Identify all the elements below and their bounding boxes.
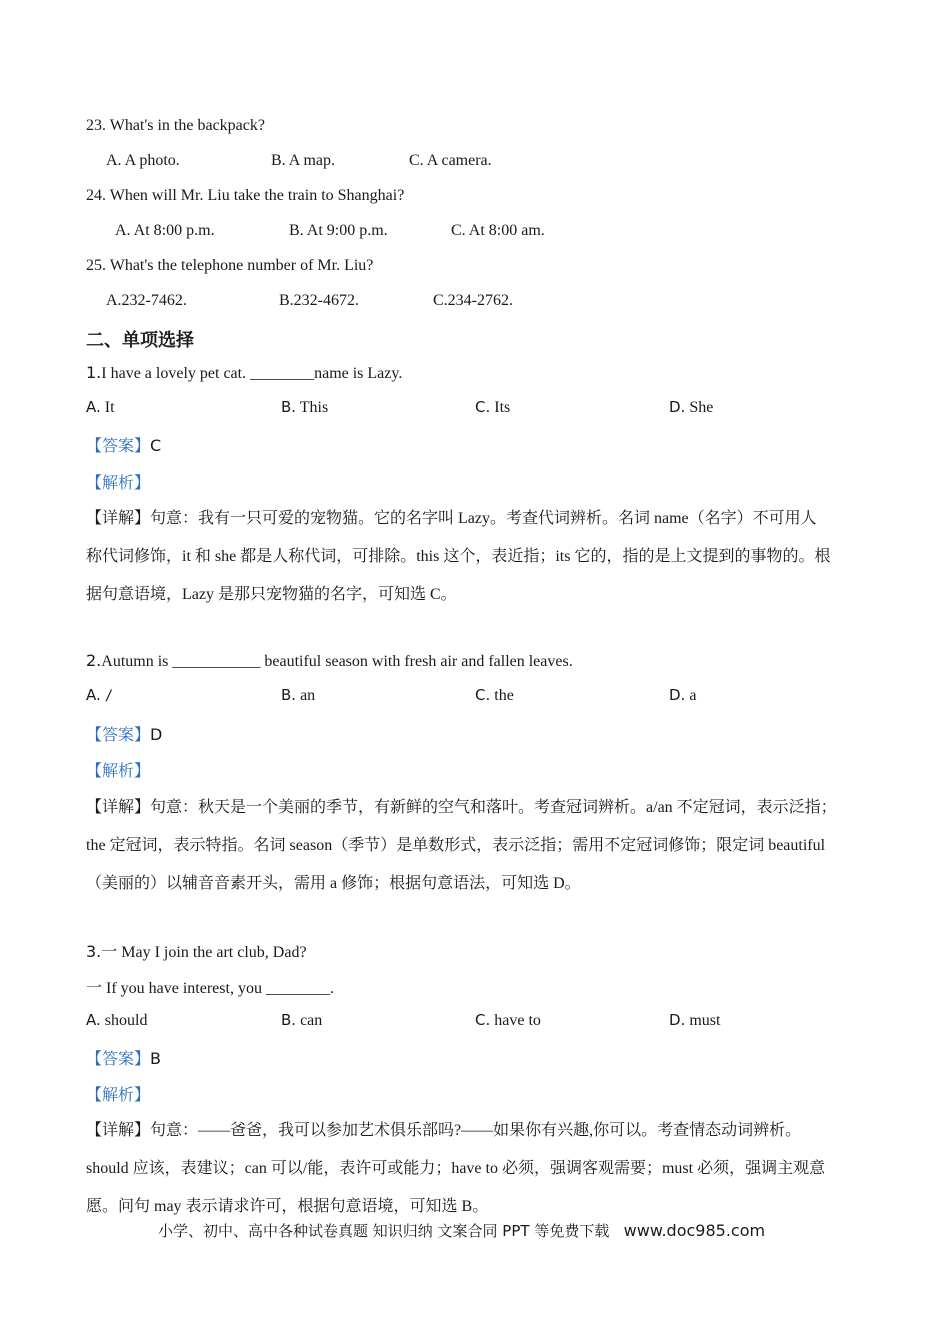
detail-tag: 【详解】 — [86, 510, 151, 527]
answer-tag: 【答案】 — [86, 727, 151, 744]
item-3-option-c — [475, 1011, 541, 1030]
option-letter: B. — [281, 398, 297, 416]
option-letter: D. — [669, 398, 686, 416]
item-3-analysis-tag: 【解析】 — [86, 1087, 151, 1104]
detail-text: 句意：秋天是一个美丽的季节，有新鲜的空气和落叶。考查冠词辨析。a/an 不定冠词，表示泛指； — [150, 799, 837, 816]
item-3-answer — [86, 1046, 161, 1069]
option-letter: B. — [281, 1011, 297, 1029]
option-text: This — [299, 399, 329, 416]
footer — [158, 1220, 765, 1241]
item-1-detail-line-3: 据句意语境，Lazy 是那只宠物猫的名字，可知选 C。 — [86, 586, 457, 603]
item-1-option-b — [281, 398, 328, 417]
option-25-b: B.232-4672. — [279, 292, 359, 309]
item-3-detail-line-1 — [86, 1117, 801, 1140]
item-3-number: 3. — [86, 942, 102, 961]
option-text: Its — [494, 399, 511, 416]
option-24-a: A. At 8:00 p.m. — [115, 222, 215, 239]
answer-value: B — [150, 1049, 161, 1068]
option-text: should — [104, 1012, 148, 1029]
detail-tag: 【详解】 — [86, 1122, 151, 1139]
item-1-analysis-tag: 【解析】 — [86, 475, 151, 492]
option-24-b: B. At 9:00 p.m. — [289, 222, 388, 239]
item-1-option-a — [86, 398, 115, 417]
item-2-detail-line-1 — [86, 794, 837, 817]
answer-value: C — [150, 436, 162, 455]
option-25-a: A.232-7462. — [106, 292, 187, 309]
item-3-detail-line-3: 愿。问句 may 表示请求许可，根据句意语境，可知选 B。 — [86, 1198, 489, 1215]
item-2-stem — [86, 651, 573, 671]
item-2-number: 2. — [86, 651, 102, 670]
item-2-answer — [86, 722, 162, 745]
option-letter: C. — [475, 686, 491, 704]
item-3-detail-line-2: should 应该，表建议；can 可以/能，表许可或能力；have to 必须，强调客观需要；must 必须，强调主观意 — [86, 1160, 826, 1177]
option-text: must — [689, 1012, 721, 1029]
item-3-option-d — [669, 1011, 720, 1030]
option-23-a: A. A photo. — [106, 152, 180, 169]
option-text: It — [104, 399, 115, 416]
item-1-answer — [86, 433, 161, 456]
question-24: 24. When will Mr. Liu take the train to Shanghai? — [86, 187, 405, 204]
item-2-stem-text: Autumn is ___________ beautiful season with fresh air and fallen leaves. — [101, 653, 573, 670]
item-1-number: 1. — [86, 363, 102, 382]
answer-tag: 【答案】 — [86, 438, 151, 455]
option-letter: A. — [86, 398, 101, 416]
detail-text: 句意：我有一只可爱的宠物猫。它的名字叫 Lazy。考查代词辨析。名词 name（名字）不可用人 — [150, 510, 817, 527]
option-text: can — [300, 1012, 323, 1029]
item-1-detail-line-2: 称代词修饰，it 和 she 都是人称代词，可排除。this 这个，表近指；its 它的，指的是上文提到的事物的。根 — [86, 548, 831, 565]
detail-tag: 【详解】 — [86, 799, 151, 816]
item-2-option-d — [669, 686, 696, 705]
item-2-analysis-tag: 【解析】 — [86, 763, 151, 780]
option-24-c: C. At 8:00 am. — [451, 222, 545, 239]
option-letter: B. — [281, 686, 297, 704]
item-3-stem — [86, 939, 307, 962]
answer-value: D — [150, 725, 163, 744]
item-2-option-a — [86, 686, 113, 705]
item-2-detail-line-2: the 定冠词，表示特指。名词 season（季节）是单数形式，表示泛指；需用不定冠词修饰；限定词 beautiful — [86, 837, 826, 854]
option-text: an — [300, 687, 316, 704]
section-title: 二、单项选择 — [86, 330, 194, 351]
option-letter: C. — [475, 398, 491, 416]
question-23: 23. What's in the backpack? — [86, 117, 265, 134]
option-text: a — [689, 687, 697, 704]
option-letter: D. — [669, 1011, 686, 1029]
footer-text: 小学、初中、高中各种试卷真题 知识归纳 文案合同 PPT 等免费下载 — [158, 1222, 610, 1240]
item-1-stem — [86, 363, 402, 383]
option-25-c: C.234-2762. — [433, 292, 513, 309]
option-letter: D. — [669, 686, 686, 704]
option-text: the — [494, 687, 514, 704]
item-3-option-b — [281, 1011, 322, 1030]
detail-text: 句意：——爸爸，我可以参加艺术俱乐部吗?——如果你有兴趣,你可以。考查情态动词辨析。 — [150, 1122, 802, 1139]
answer-tag: 【答案】 — [86, 1051, 151, 1068]
item-2-option-b — [281, 686, 315, 705]
footer-link[interactable]: www.doc985.com — [623, 1221, 766, 1240]
option-letter: C. — [475, 1011, 491, 1029]
item-1-stem-text: I have a lovely pet cat. ________name is Lazy. — [101, 365, 403, 382]
item-3-option-a — [86, 1011, 147, 1030]
item-3-stem-text: 一 May I join the art club, Dad? — [101, 944, 307, 961]
item-2-detail-line-3: （美丽的）以辅音音素开头，需用 a 修饰；根据句意语法，可知选 D。 — [86, 875, 581, 892]
option-letter: A. — [86, 686, 101, 704]
option-23-c: C. A camera. — [409, 152, 492, 169]
item-3-stem-line-2: 一 If you have interest, you ________. — [86, 980, 334, 997]
item-1-detail-line-1 — [86, 505, 817, 528]
item-1-option-d — [669, 398, 713, 417]
item-1-option-c — [475, 398, 510, 417]
option-text: have to — [494, 1012, 541, 1029]
option-text: She — [689, 399, 714, 416]
item-2-option-c — [475, 686, 514, 705]
option-letter: A. — [86, 1011, 101, 1029]
option-23-b: B. A map. — [271, 152, 336, 169]
question-25: 25. What's the telephone number of Mr. Liu? — [86, 257, 374, 274]
option-text: / — [104, 688, 114, 704]
